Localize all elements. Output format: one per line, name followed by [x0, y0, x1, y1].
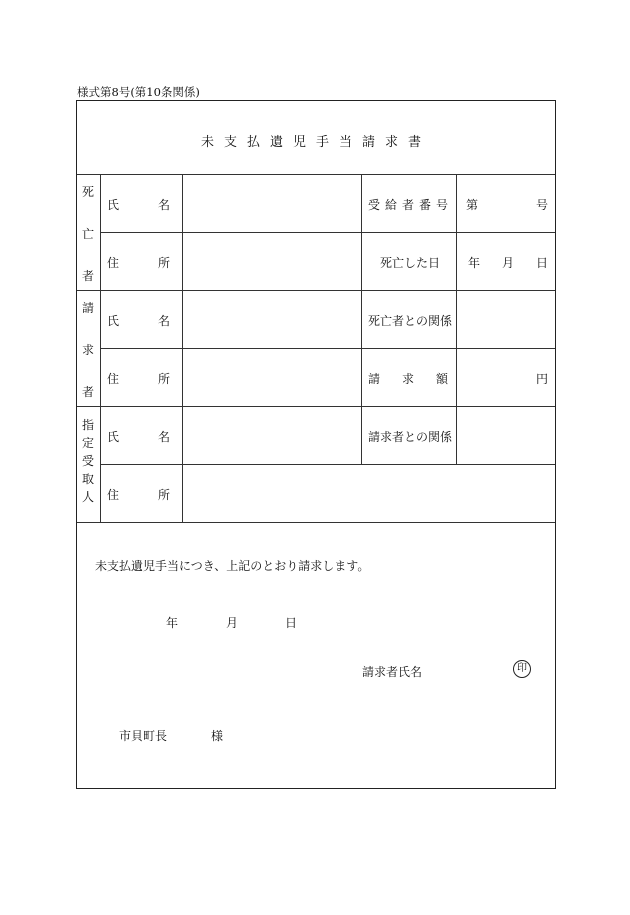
honorific: 様	[211, 729, 224, 743]
date-line-month: 月	[226, 616, 239, 630]
claimant-address-label: 住 所	[107, 372, 170, 386]
designee-address-field[interactable]	[183, 465, 555, 522]
recipient-number-field[interactable]: 第 号	[466, 198, 548, 212]
claim-amount-label: 請 求 額	[368, 372, 448, 386]
recipient-number-label: 受 給 者 番 号	[368, 198, 448, 212]
form-title: 未支払遺児手当請求書	[200, 135, 431, 150]
relation-to-claimant-label: 請求者との関係	[368, 430, 453, 444]
date-of-death-label: 死亡した日	[380, 256, 441, 270]
date-line-day: 日	[285, 616, 298, 630]
claim-statement: 未支払遺児手当につき、上記のとおり請求します。	[95, 559, 370, 573]
claimant-name-label: 氏 名	[107, 314, 170, 328]
addressee: 市貝町長	[119, 729, 168, 743]
section-label-deceased: 死 亡 者	[81, 185, 94, 283]
deceased-name-field[interactable]	[183, 175, 361, 232]
designee-address-label: 住 所	[107, 488, 170, 502]
relation-to-deceased-label: 死亡者との関係	[368, 314, 453, 328]
relation-to-deceased-field[interactable]	[457, 291, 555, 348]
designee-name-field[interactable]	[183, 407, 361, 464]
section-label-claimant: 請 求 者	[81, 301, 94, 399]
deceased-name-label: 氏 名	[107, 198, 170, 212]
relation-to-claimant-field[interactable]	[457, 407, 555, 464]
seal-mark: 印	[513, 660, 531, 678]
claimant-address-field[interactable]	[183, 349, 361, 406]
form-number: 様式第8号(第10条関係)	[77, 85, 200, 99]
deceased-address-label: 住 所	[107, 256, 170, 270]
claim-form	[76, 100, 556, 789]
section-label-designee: 指 定 受 取 人	[81, 418, 94, 504]
claim-amount-yen: 円	[536, 372, 549, 386]
designee-name-label: 氏 名	[107, 430, 170, 444]
claimant-signature-label: 請求者氏名	[362, 665, 423, 679]
deceased-address-field[interactable]	[183, 233, 361, 290]
claimant-name-field[interactable]	[183, 291, 361, 348]
date-of-death-field[interactable]: 年 月 日	[468, 256, 548, 270]
date-line-year: 年	[166, 616, 179, 630]
